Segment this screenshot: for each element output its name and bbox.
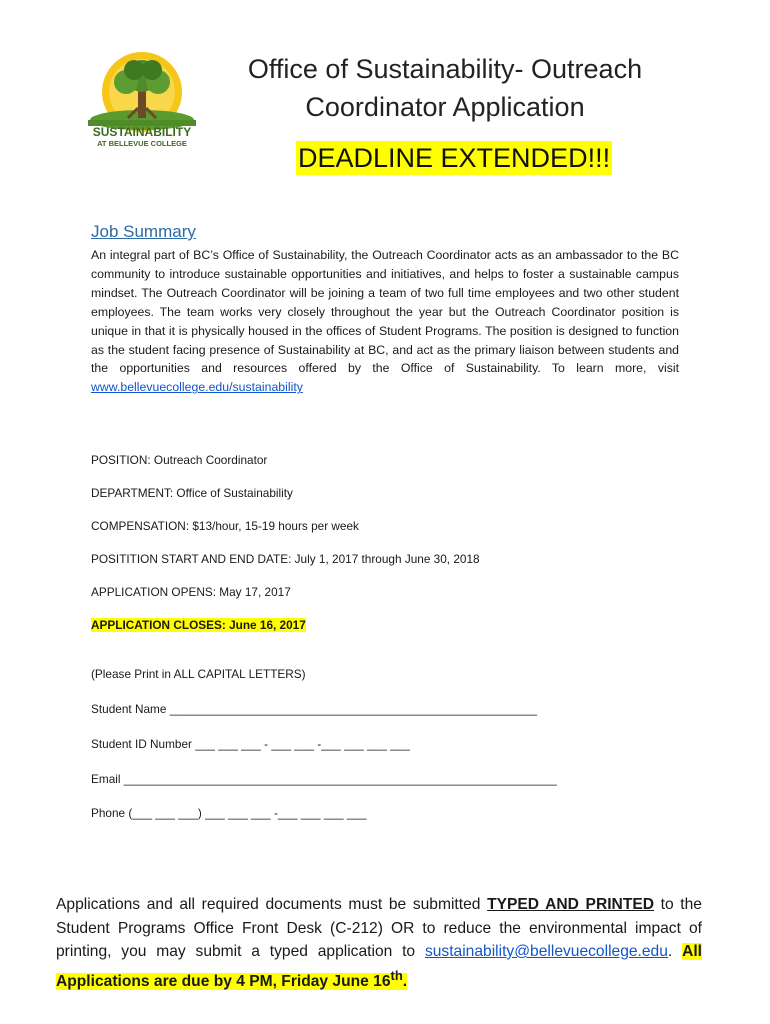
- due-text: All Applications are due by 4 PM, Friday June 16: [56, 943, 702, 990]
- logo-text-2: AT BELLEVUE COLLEGE: [97, 139, 187, 148]
- footer-text-3: .: [667, 943, 683, 960]
- footer-text-2: to the Student Programs Office Front Desk (C-212) OR to reduce the environmental impact of printing, you may submit a typed application to: [56, 896, 702, 960]
- title-line-2: Coordinator Application: [305, 92, 585, 122]
- due-end: .: [402, 972, 408, 990]
- opens-field: APPLICATION OPENS: May 17, 2017: [91, 585, 291, 599]
- position-field: POSITION: Outreach Coordinator: [91, 453, 268, 467]
- closes-field: APPLICATION CLOSES: June 16, 2017: [91, 618, 306, 632]
- sustainability-email-link[interactable]: sustainability@bellevuecollege.edu: [424, 943, 668, 960]
- email-field[interactable]: Email __________________________________________________________________: [91, 772, 557, 786]
- student-name-field[interactable]: Student Name ________________________________________________________: [91, 702, 538, 716]
- dates-field: POSITITION START AND END DATE: July 1, 2017 through June 30, 2018: [91, 552, 480, 566]
- logo-text-1: SUSTAINABILITY: [92, 125, 192, 139]
- page-title: [210, 50, 680, 126]
- job-summary-heading: Job Summary: [91, 222, 196, 241]
- title-line-1: Office of Sustainability- Outreach: [247, 54, 643, 84]
- closes-field-wrap: [91, 618, 306, 632]
- job-summary-body: An integral part of BC’s Office of Sustainability, the Outreach Coordinator acts as an ambassador to the BC community to introduce sustainable opportunities and initiatives, and helps to foster a sustainable campus mindset. The Outreach Coordinator will be joining a team of two full time employees and two other student employees. The team works very closely throughout the year but the Outreach Coordinator position is unique in that it is physically housed in the offices of Student Programs. The position is designed to function as the student facing presence of Sustainability at BC, and act as the primary liaison between students and the opportunities and resources offered by the Office of Sustainability. To learn more,: [91, 248, 679, 376]
- department-field: DEPARTMENT: Office of Sustainability: [91, 486, 293, 500]
- deadline-banner: DEADLINE EXTENDED!!!: [298, 143, 611, 173]
- sustainability-link[interactable]: www.bellevuecollege.edu/sustainability: [91, 380, 303, 395]
- sustainability-logo: [88, 50, 196, 150]
- print-note: (Please Print in ALL CAPITAL LETTERS): [91, 667, 306, 681]
- compensation-field: COMPENSATION: $13/hour, 15-19 hours per week: [91, 519, 359, 533]
- footer-text-1: Applications and all required documents must be submitted: [56, 896, 488, 913]
- due-sup: th: [390, 967, 403, 983]
- job-summary-paragraph: [91, 246, 679, 397]
- visit-label: visit: [657, 361, 679, 376]
- phone-field[interactable]: Phone (___ ___ ___) ___ ___ ___ -___ ___ ___ ___: [91, 806, 367, 820]
- submission-instructions: [56, 893, 702, 993]
- student-id-field[interactable]: Student ID Number ___ ___ ___ - ___ ___ -___ ___ ___ ___: [91, 737, 410, 751]
- typed-printed: TYPED AND PRINTED: [487, 896, 655, 913]
